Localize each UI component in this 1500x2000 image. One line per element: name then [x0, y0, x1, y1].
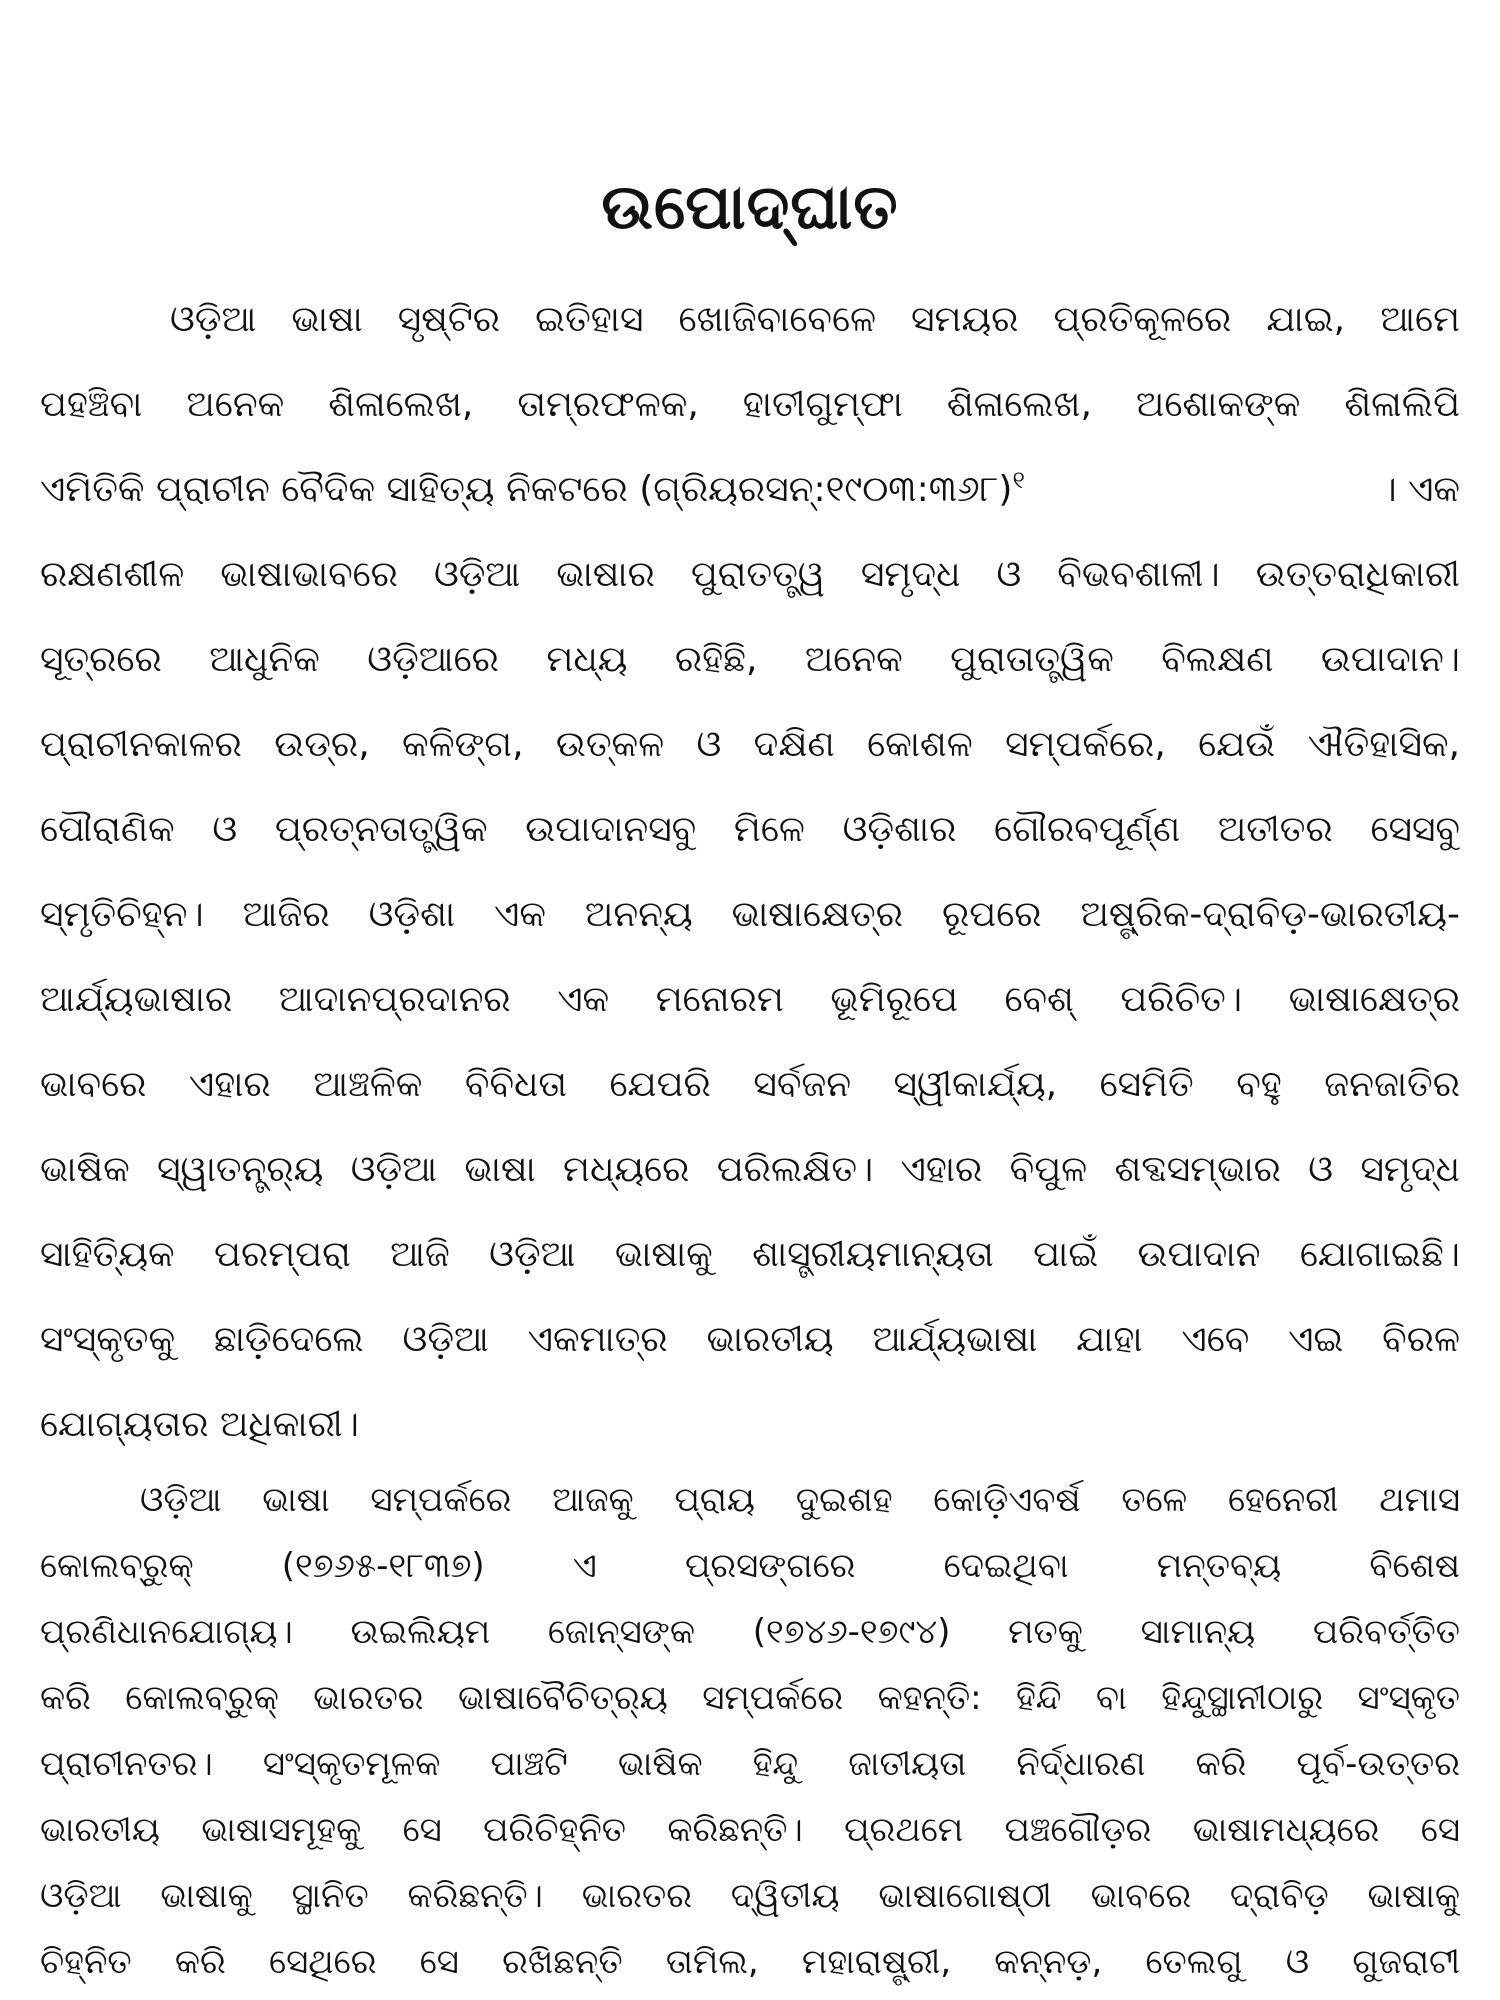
- text-line: ସୂତ୍ରରେ ଆଧୁନିକ ଓଡ଼ିଆରେ ମଧ୍ୟ ରହିଛି, ଅନେକ ପୁରାତାତ୍ତ୍ୱିକ ବିଲକ୍ଷଣ ଉପାଦାନ।: [40, 639, 1460, 680]
- text-line: ପୌରାଣିକ ଓ ପ୍ରତ୍ନତାତ୍ତ୍ୱିକ ଉପାଦାନସବୁ ମିଳେ ଓଡ଼ିଶାର ଗୌରବପୂର୍ଣ୍ଣ ଅତୀତର ସେସବୁ: [40, 809, 1460, 850]
- text-line: ଓଡ଼ିଆ ଭାଷା ସମ୍ପର୍କରେ ଆଜକୁ ପ୍ରାୟ ଦୁଇଶହ କୋଡ଼ିଏବର୍ଷ ତଳେ ହେନେରୀ ଥମାସ: [140, 1480, 1460, 1520]
- text-line: ଓଡ଼ିଆ ଭାଷା ସୃଷ୍ଟିର ଇତିହାସ ଖୋଜିବାବେଳେ ସମୟର ପ୍ରତିକୂଳରେ ଯାଇ, ଆମେ: [170, 299, 1460, 340]
- text-line: କରି କୋଲବ୍ରୁକ୍ ଭାରତର ଭାଷାବୈଚିତ୍ର୍ୟ ସମ୍ପର୍କରେ କହନ୍ତି: ହିନ୍ଦି ବା ହିନ୍ଦୁସ୍ଥାନୀଠାରୁ ସଂସ୍କୃତ: [40, 1678, 1460, 1718]
- text-line: [40, 455, 1460, 525]
- text-line: ଚିହ୍ନିତ କରି ସେଥିରେ ସେ ରଖିଛନ୍ତି ତାମିଲ, ମହାରାଷ୍ଟ୍ରୀ, କନ୍ନଡ଼, ତେଲଗୁ ଓ ଗୁଜରାଟୀ: [40, 1942, 1460, 1982]
- text-line: ପ୍ରାଚୀନତର। ସଂସ୍କୃତମୂଳକ ପାଞ୍ଚଟି ଭାଷିକ ହିନ୍ଦୁ ଜାତୀୟତା ନିର୍ଦ୍ଧାରଣ କରି ପୂର୍ବ-ଉତ୍ତର: [40, 1744, 1460, 1784]
- text-line: ଯୋଗ୍ୟତାର ଅଧିକାରୀ।: [40, 1404, 359, 1445]
- text-line: ଓଡ଼ିଆ ଭାଷାକୁ ସ୍ଥାନିତ କରିଛନ୍ତି। ଭାରତର ଦ୍ୱିତୀୟ ଭାଷାଗୋଷ୍ଠୀ ଭାବରେ ଦ୍ରାବିଡ଼ ଭାଷାକୁ: [40, 1876, 1460, 1916]
- text-line: ସଂସ୍କୃତକୁ ଛାଡ଼ିଦେଲେ ଓଡ଼ିଆ ଏକମାତ୍ର ଭାରତୀୟ ଆର୍ଯ୍ୟଭାଷା ଯାହା ଏବେ ଏଇ ବିରଳ: [40, 1319, 1460, 1360]
- text-line: ସ୍ମୃତିଚିହ୍ନ। ଆଜିର ଓଡ଼ିଶା ଏକ ଅନନ୍ୟ ଭାଷାକ୍ଷେତ୍ର ରୂପରେ ଅଷ୍ଟ୍ରିକ-ଦ୍ରାବିଡ଼-ଭାରତୀୟ-: [40, 894, 1460, 935]
- footnote-marker: ୧: [1012, 466, 1025, 494]
- text-line: ପହଞ୍ଚିବା ଅନେକ ଶିଳାଲେଖ, ତାମ୍ରଫଳକ, ହାତୀଗୁମ୍ଫା ଶିଳାଲେଖ, ଅଶୋକଙ୍କ ଶିଳାଲିପି: [40, 384, 1460, 425]
- text-line: ଭାଷିକ ସ୍ୱାତନ୍ତ୍ର୍ୟ ଓଡ଼ିଆ ଭାଷା ମଧ୍ୟରେ ପରିଲକ୍ଷିତ। ଏହାର ବିପୁଳ ଶବ୍ଦସମ୍ଭାର ଓ ସମୃଦ୍ଧ: [40, 1149, 1460, 1190]
- text-line: ପ୍ରଣିଧାନଯୋଗ୍ୟ। ଉଇଲିୟମ ଜୋନ୍ସଙ୍କ (୧୭୪୬-୧୭୯୪) ମତକୁ ସାମାନ୍ୟ ପରିବର୍ତ୍ତିତ: [40, 1612, 1460, 1652]
- text-line: ଭାରତୀୟ ଭାଷାସମୂହକୁ ସେ ପରିଚିହ୍ନିତ କରିଛନ୍ତି। ପ୍ରଥମେ ପଞ୍ଚଗୌଡ଼ର ଭାଷାମଧ୍ୟରେ ସେ: [40, 1810, 1460, 1850]
- text-line: ଭାବରେ ଏହାର ଆଞ୍ଚଳିକ ବିବିଧତା ଯେପରି ସର୍ବଜନ ସ୍ୱୀକାର୍ଯ୍ୟ, ସେମିତି ବହୁ ଜନଜାତିର: [40, 1064, 1460, 1105]
- text-line: ପ୍ରାଚୀନକାଳର ଉଡ୍ର, କଳିଙ୍ଗ, ଉତ୍କଳ ଓ ଦକ୍ଷିଣ କୋଶଳ ସମ୍ପର୍କରେ, ଯେଉଁ ଐତିହାସିକ,: [40, 724, 1460, 765]
- text-line-tail: । ଏକ: [1380, 469, 1460, 510]
- text-line: କୋଲବ୍ରୁକ୍ (୧୭୬୫-୧୮୩୭) ଏ ପ୍ରସଙ୍ଗରେ ଦେଇଥିବା ମନ୍ତବ୍ୟ ବିଶେଷ: [40, 1546, 1460, 1586]
- text-line: ରକ୍ଷଣଶୀଳ ଭାଷାଭାବରେ ଓଡ଼ିଆ ଭାଷାର ପୁରାତତ୍ତ୍ୱ ସମୃଦ୍ଧ ଓ ବିଭବଶାଳୀ। ଉତ୍ତରାଧିକାରୀ: [40, 554, 1460, 595]
- text-line: ସାହିତ୍ୟିକ ପରମ୍ପରା ଆଜି ଓଡ଼ିଆ ଭାଷାକୁ ଶାସ୍ତ୍ରୀୟମାନ୍ୟତା ପାଇଁ ଉପାଦାନ ଯୋଗାଇଛି।: [40, 1234, 1460, 1275]
- page-title: ଉପୋଦ୍‌ଘାତ: [601, 169, 899, 243]
- text-line: ଆର୍ଯ୍ୟଭାଷାର ଆଦାନପ୍ରଦାନର ଏକ ମନୋରମ ଭୂମିରୂପେ ବେଶ୍ ପରିଚିତ। ଭାଷାକ୍ଷେତ୍ର: [40, 979, 1460, 1020]
- text-line-main: ଏମିତିକି ପ୍ରାଚୀନ ବୈଦିକ ସାହିତ୍ୟ ନିକଟରେ (ଗ୍ରିୟରସନ୍:୧୯୦୩:୩୬୮): [40, 469, 1013, 510]
